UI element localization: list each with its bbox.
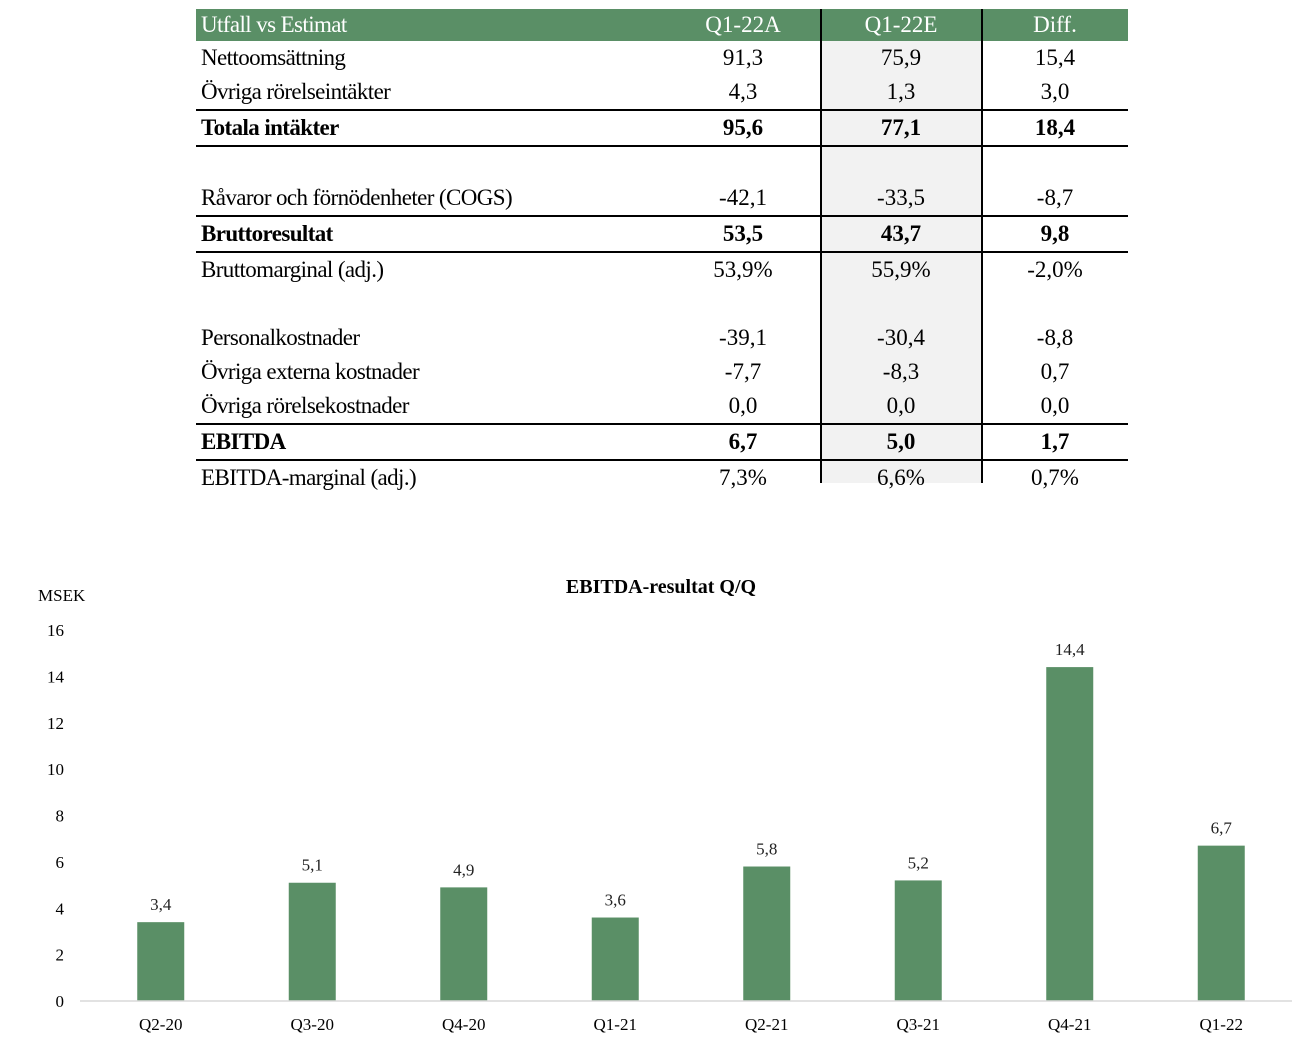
row-actual: 4,3 (728, 79, 758, 104)
x-tick-label: Q3-20 (290, 1015, 334, 1034)
row-diff: -2,0% (1027, 257, 1083, 282)
row-estimate: -8,3 (882, 359, 920, 384)
data-label-q1-21: 3,6 (604, 890, 626, 910)
row-label: Totala intäkter (201, 115, 339, 140)
row-diff: -8,7 (1036, 185, 1074, 210)
row-diff: -8,8 (1036, 325, 1074, 350)
row-label: EBITDA (201, 429, 286, 454)
table-row-spacer (196, 147, 1128, 181)
row-diff: 15,4 (1034, 45, 1076, 70)
y-tick-label: 6 (55, 852, 64, 872)
y-tick-label: 14 (47, 667, 64, 687)
table-row-bruttoresultat (196, 217, 1128, 253)
bar-q1-21 (592, 918, 639, 1001)
data-label-q4-20: 4,9 (453, 860, 475, 880)
row-label: EBITDA-marginal (adj.) (201, 465, 417, 490)
bar-q4-21 (1046, 667, 1093, 1001)
row-actual: 95,6 (722, 115, 764, 140)
row-actual: 0,0 (728, 393, 758, 418)
row-label: Övriga rörelseintäkter (201, 79, 391, 104)
row-label: Övriga externa kostnader (201, 359, 420, 384)
data-label-q1-22: 6,7 (1210, 818, 1232, 838)
header-diff: Diff. (1033, 12, 1077, 37)
row-label: Övriga rörelsekostnader (201, 393, 409, 418)
row-label: Råvaror och förnödenheter (COGS) (201, 185, 512, 210)
row-actual: 53,9% (713, 257, 773, 282)
row-estimate: 77,1 (880, 115, 922, 140)
row-actual: 7,3% (719, 465, 767, 490)
row-estimate: 55,9% (871, 257, 931, 282)
header-estimate: Q1-22E (864, 12, 938, 37)
row-actual: -42,1 (719, 185, 767, 210)
row-diff: 9,8 (1040, 221, 1070, 246)
data-label-q3-21: 5,2 (907, 853, 929, 873)
table-row-ovriga-externa-kostnader (196, 355, 1128, 389)
row-diff: 3,0 (1040, 79, 1070, 104)
ebitda-bar-chart (0, 560, 1308, 1048)
data-label-q4-21: 14,4 (1054, 640, 1085, 660)
row-actual: -7,7 (724, 359, 762, 384)
data-label-q2-21: 5,8 (756, 839, 778, 859)
data-label-q2-20: 3,4 (150, 895, 172, 915)
x-tick-label: Q1-22 (1199, 1015, 1243, 1034)
bar-q2-20 (137, 922, 184, 1001)
y-tick-label: 4 (55, 899, 64, 919)
row-label: Personalkostnader (201, 325, 360, 350)
row-estimate: -33,5 (877, 185, 925, 210)
row-diff: 1,7 (1040, 429, 1070, 454)
x-tick-label: Q1-21 (593, 1015, 637, 1034)
y-tick-label: 0 (55, 992, 64, 1011)
table-header-row (196, 9, 1128, 41)
x-tick-label: Q4-21 (1048, 1015, 1092, 1034)
row-actual: 91,3 (722, 45, 764, 70)
table-row-nettoomsattning (196, 41, 1128, 75)
table-row-ovriga-rorelsekostnader (196, 389, 1128, 425)
bar-q1-22 (1198, 846, 1245, 1001)
bars (137, 667, 1245, 1001)
outcome-vs-estimate-table (196, 9, 1128, 495)
row-label: Bruttomarginal (adj.) (201, 257, 384, 282)
row-estimate: 75,9 (880, 45, 922, 70)
row-estimate: 5,0 (886, 429, 916, 454)
table-row-cogs (196, 181, 1128, 217)
x-tick-label: Q2-21 (745, 1015, 789, 1034)
y-tick-label: 12 (47, 713, 64, 733)
chart-canvas (0, 560, 1308, 1048)
row-diff: 0,7% (1031, 465, 1079, 490)
row-estimate: 1,3 (886, 79, 916, 104)
x-tick-label: Q2-20 (139, 1015, 183, 1034)
row-diff: 0,7 (1040, 359, 1070, 384)
header-actual: Q1-22A (705, 12, 781, 37)
y-tick-label: 10 (47, 760, 64, 780)
row-actual: -39,1 (719, 325, 767, 350)
x-axis-ticks (139, 1015, 1243, 1034)
row-estimate: 6,6% (877, 465, 925, 490)
row-diff: 0,0 (1040, 393, 1070, 418)
y-tick-label: 2 (55, 945, 64, 965)
y-axis-ticks (47, 621, 65, 1011)
row-label: Nettoomsättning (201, 45, 346, 70)
table-row-ovriga-rorelseintakter (196, 75, 1128, 111)
bar-q2-21 (743, 867, 790, 1001)
x-tick-label: Q3-21 (896, 1015, 940, 1034)
row-estimate: 0,0 (886, 393, 916, 418)
column-divider-estimate-right (981, 9, 983, 483)
row-estimate: 43,7 (880, 221, 922, 246)
chart-title: EBITDA-resultat Q/Q (565, 576, 757, 598)
table-row-bruttomarginal (196, 253, 1128, 287)
row-label: Bruttoresultat (201, 221, 333, 246)
data-label-q3-20: 5,1 (301, 855, 323, 875)
bar-q3-20 (289, 883, 336, 1001)
row-actual: 6,7 (728, 429, 758, 454)
column-divider-estimate-left (820, 9, 822, 483)
x-tick-label: Q4-20 (442, 1015, 486, 1034)
y-tick-label: 8 (55, 806, 64, 826)
bar-q3-21 (895, 880, 942, 1001)
y-axis-unit-label: MSEK (38, 586, 86, 605)
y-tick-label: 16 (47, 621, 64, 640)
row-actual: 53,5 (722, 221, 764, 246)
row-estimate: -30,4 (877, 325, 925, 350)
bar-q4-20 (440, 887, 487, 1001)
row-diff: 18,4 (1034, 115, 1076, 140)
table-row-spacer (196, 287, 1128, 321)
table-row-ebitda (196, 425, 1128, 461)
table-row-ebitda-marginal (196, 461, 1128, 495)
table-row-personalkostnader (196, 321, 1128, 355)
table-row-totala-intakter (196, 111, 1128, 147)
header-label: Utfall vs Estimat (201, 12, 347, 37)
